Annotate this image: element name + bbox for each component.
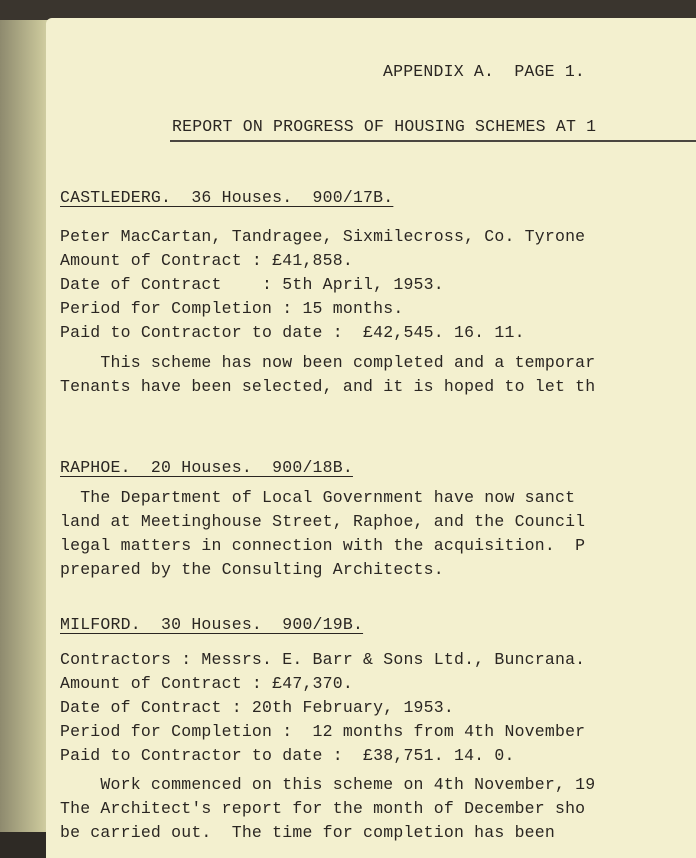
milford-period: Period for Completion : 12 months from 4th November: [60, 722, 586, 741]
raphoe-para-3: legal matters in connection with the acquisition. P: [60, 536, 586, 555]
castlederg-paid: Paid to Contractor to date : £42,545. 16. 11.: [60, 323, 525, 342]
milford-amount: Amount of Contract : £47,370.: [60, 674, 353, 693]
castlederg-amount: Amount of Contract : £41,858.: [60, 251, 353, 270]
document-page: [46, 18, 696, 858]
title-underline: [170, 140, 696, 142]
castlederg-period: Period for Completion : 15 months.: [60, 299, 404, 318]
castlederg-para-2: Tenants have been selected, and it is hoped to let th: [60, 377, 596, 396]
milford-para-3: be carried out. The time for completion has been: [60, 823, 555, 842]
milford-contractors: Contractors : Messrs. E. Barr & Sons Ltd., Buncrana.: [60, 650, 586, 669]
castlederg-para-1: This scheme has now been completed and a temporar: [60, 353, 596, 372]
milford-paid: Paid to Contractor to date : £38,751. 14. 0.: [60, 746, 515, 765]
section-heading-castlederg: CASTLEDERG. 36 Houses. 900/17B.: [60, 188, 394, 207]
section-heading-raphoe: RAPHOE. 20 Houses. 900/18B.: [60, 458, 353, 477]
castlederg-date: Date of Contract : 5th April, 1953.: [60, 275, 444, 294]
milford-para-1: Work commenced on this scheme on 4th November, 19: [60, 775, 596, 794]
report-title: REPORT ON PROGRESS OF HOUSING SCHEMES AT 1: [172, 117, 597, 136]
castlederg-contractor: Peter MacCartan, Tandragee, Sixmilecross, Co. Tyrone: [60, 227, 586, 246]
raphoe-para-4: prepared by the Consulting Architects.: [60, 560, 444, 579]
section-heading-milford: MILFORD. 30 Houses. 900/19B.: [60, 615, 364, 634]
page-label: APPENDIX A. PAGE 1.: [383, 62, 586, 81]
raphoe-para-1: The Department of Local Government have now sanct: [60, 488, 576, 507]
raphoe-para-2: land at Meetinghouse Street, Raphoe, and the Council: [60, 512, 586, 531]
milford-date: Date of Contract : 20th February, 1953.: [60, 698, 454, 717]
milford-para-2: The Architect's report for the month of December sho: [60, 799, 586, 818]
